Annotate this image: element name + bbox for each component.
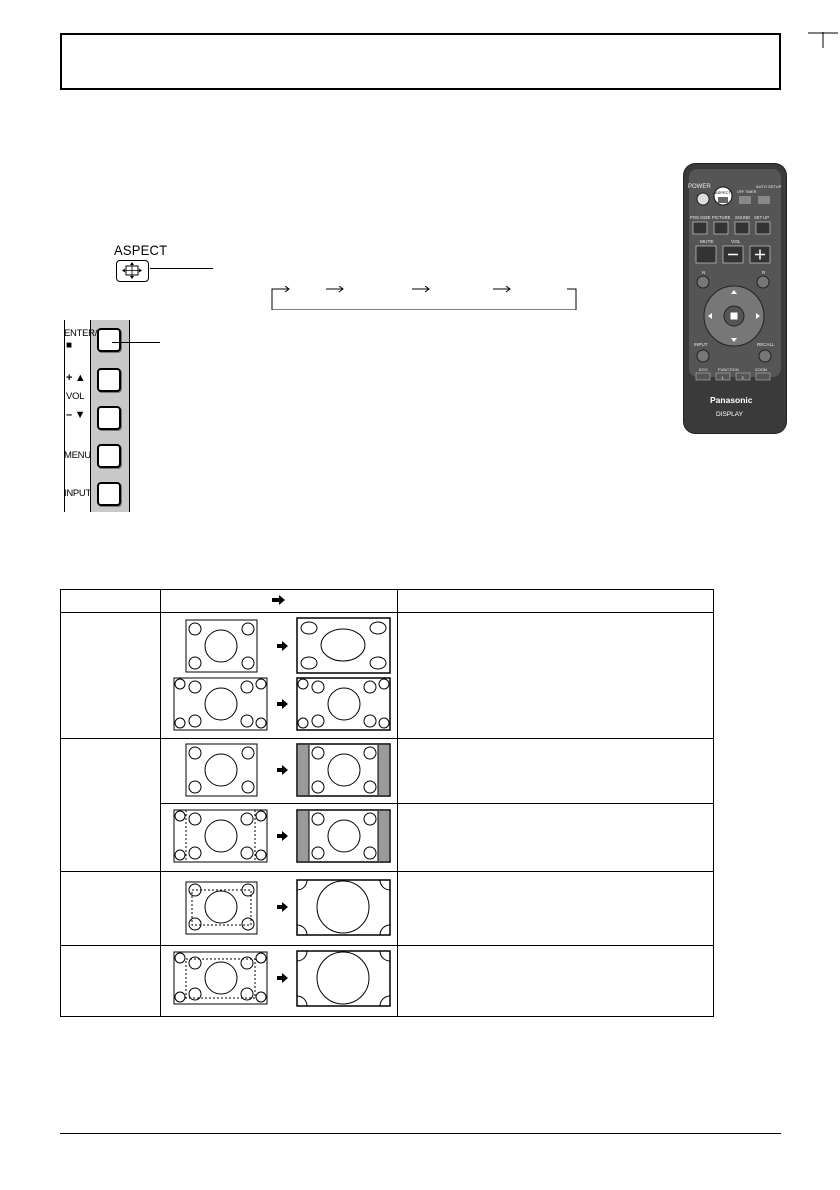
remote-mute-label: MUTE: [700, 240, 714, 245]
remote-body: [683, 163, 787, 434]
description-cell: [398, 872, 714, 946]
remote-timer-label: OFF TIMER: [737, 190, 757, 194]
remote-control: [683, 163, 787, 434]
header-picture: [161, 590, 398, 613]
remote-power-button[interactable]: [697, 193, 709, 205]
right-arrow-icon: [272, 595, 286, 605]
remote-aspect-button[interactable]: [718, 197, 728, 203]
remote-vol-label: VOL: [731, 240, 741, 245]
description-cell: [398, 613, 714, 739]
remote-function-label: FUNCTION: [718, 367, 739, 372]
menu-label: MENU: [64, 450, 91, 461]
header-description: [398, 590, 714, 613]
aspect-arrows-icon: [117, 261, 147, 280]
vol-label: VOL: [66, 391, 85, 402]
vol-down-symbol: – ▼: [66, 409, 86, 421]
panel-edge-line: [64, 320, 65, 512]
remote-r-label: R: [762, 270, 766, 275]
remote-timer-button[interactable]: [739, 196, 751, 204]
vol-down-button[interactable]: [97, 406, 121, 430]
aspect-cycle-diagram: [271, 286, 577, 310]
enter-label: ENTER/: [64, 328, 98, 339]
remote-fn1-label: 1: [721, 375, 724, 380]
picture-cell: [161, 739, 398, 804]
aspect-leader-line: [150, 268, 213, 269]
remote-eco-label: ECO: [699, 367, 708, 372]
picture-cell: [161, 804, 398, 872]
remote-fn2-label: 2: [741, 375, 744, 380]
picture-cell: [161, 613, 398, 739]
remote-zoom-label: ZOOM: [755, 367, 767, 372]
table-row: [61, 739, 714, 804]
remote-setup-button[interactable]: [756, 222, 770, 234]
table-header-row: [61, 590, 714, 613]
remote-sound-label: SOUND: [735, 215, 751, 220]
aspect-button-label: ASPECT: [114, 242, 168, 259]
menu-button[interactable]: [97, 444, 121, 468]
mode-cell: [61, 739, 161, 872]
aspect-modes-table: [60, 589, 714, 1017]
aspect-button[interactable]: [116, 260, 149, 282]
remote-r-button[interactable]: [757, 276, 769, 288]
header-mode: [61, 590, 161, 613]
remote-input-button[interactable]: [697, 350, 709, 362]
remote-aspect-label: ASPECT: [715, 190, 732, 195]
remote-autosetup-button[interactable]: [758, 196, 770, 204]
remote-autosetup-label: AUTO SETUP: [756, 184, 782, 189]
input-button[interactable]: [97, 482, 121, 506]
picture-cell: [161, 946, 398, 1017]
remote-possize-button[interactable]: [693, 222, 707, 234]
picture-diagram: [161, 872, 397, 942]
remote-zoom-button[interactable]: [756, 373, 770, 380]
description-cell: [398, 804, 714, 872]
picture-diagram: [161, 613, 397, 735]
mode-cell: [61, 946, 161, 1017]
remote-picture-button[interactable]: [714, 222, 728, 234]
registration-mark: [808, 32, 838, 48]
enter-leader-line: [112, 342, 160, 343]
side-control-panel: [64, 320, 132, 512]
remote-picture-label: PICTURE: [712, 215, 731, 220]
vol-up-button[interactable]: [97, 368, 121, 392]
remote-input-label: INPUT: [694, 342, 708, 347]
footer-rule: [60, 1133, 781, 1134]
remote-recall-button[interactable]: [759, 350, 771, 362]
page-title-box: [60, 33, 781, 90]
input-label: INPUT: [64, 488, 92, 499]
mode-cell: [61, 872, 161, 946]
remote-sound-button[interactable]: [735, 222, 749, 234]
remote-brand-logo: Panasonic: [710, 395, 753, 405]
remote-model-label: DISPLAY: [716, 411, 743, 418]
enter-button[interactable]: [97, 328, 121, 352]
remote-eco-button[interactable]: [696, 373, 710, 380]
picture-diagram: [161, 804, 397, 868]
remote-setup-label: SET UP: [754, 215, 770, 220]
remote-n-button[interactable]: [697, 276, 709, 288]
description-cell: [398, 739, 714, 804]
table-row: [61, 946, 714, 1017]
picture-diagram: [161, 739, 397, 800]
mode-cell: [61, 613, 161, 739]
remote-power-label: POWER: [688, 184, 711, 190]
remote-n-label: N: [702, 270, 706, 275]
remote-possize-label: POS./SIZE: [690, 215, 711, 220]
remote-recall-label: RECALL: [757, 342, 775, 347]
table-row: [61, 872, 714, 946]
remote-mute-button[interactable]: [696, 246, 716, 263]
picture-diagram: [161, 946, 397, 1013]
table-row: [61, 613, 714, 739]
vol-up-symbol: + ▲: [66, 372, 86, 384]
description-cell: [398, 946, 714, 1017]
enter-symbol: ■: [66, 340, 72, 351]
picture-cell: [161, 872, 398, 946]
